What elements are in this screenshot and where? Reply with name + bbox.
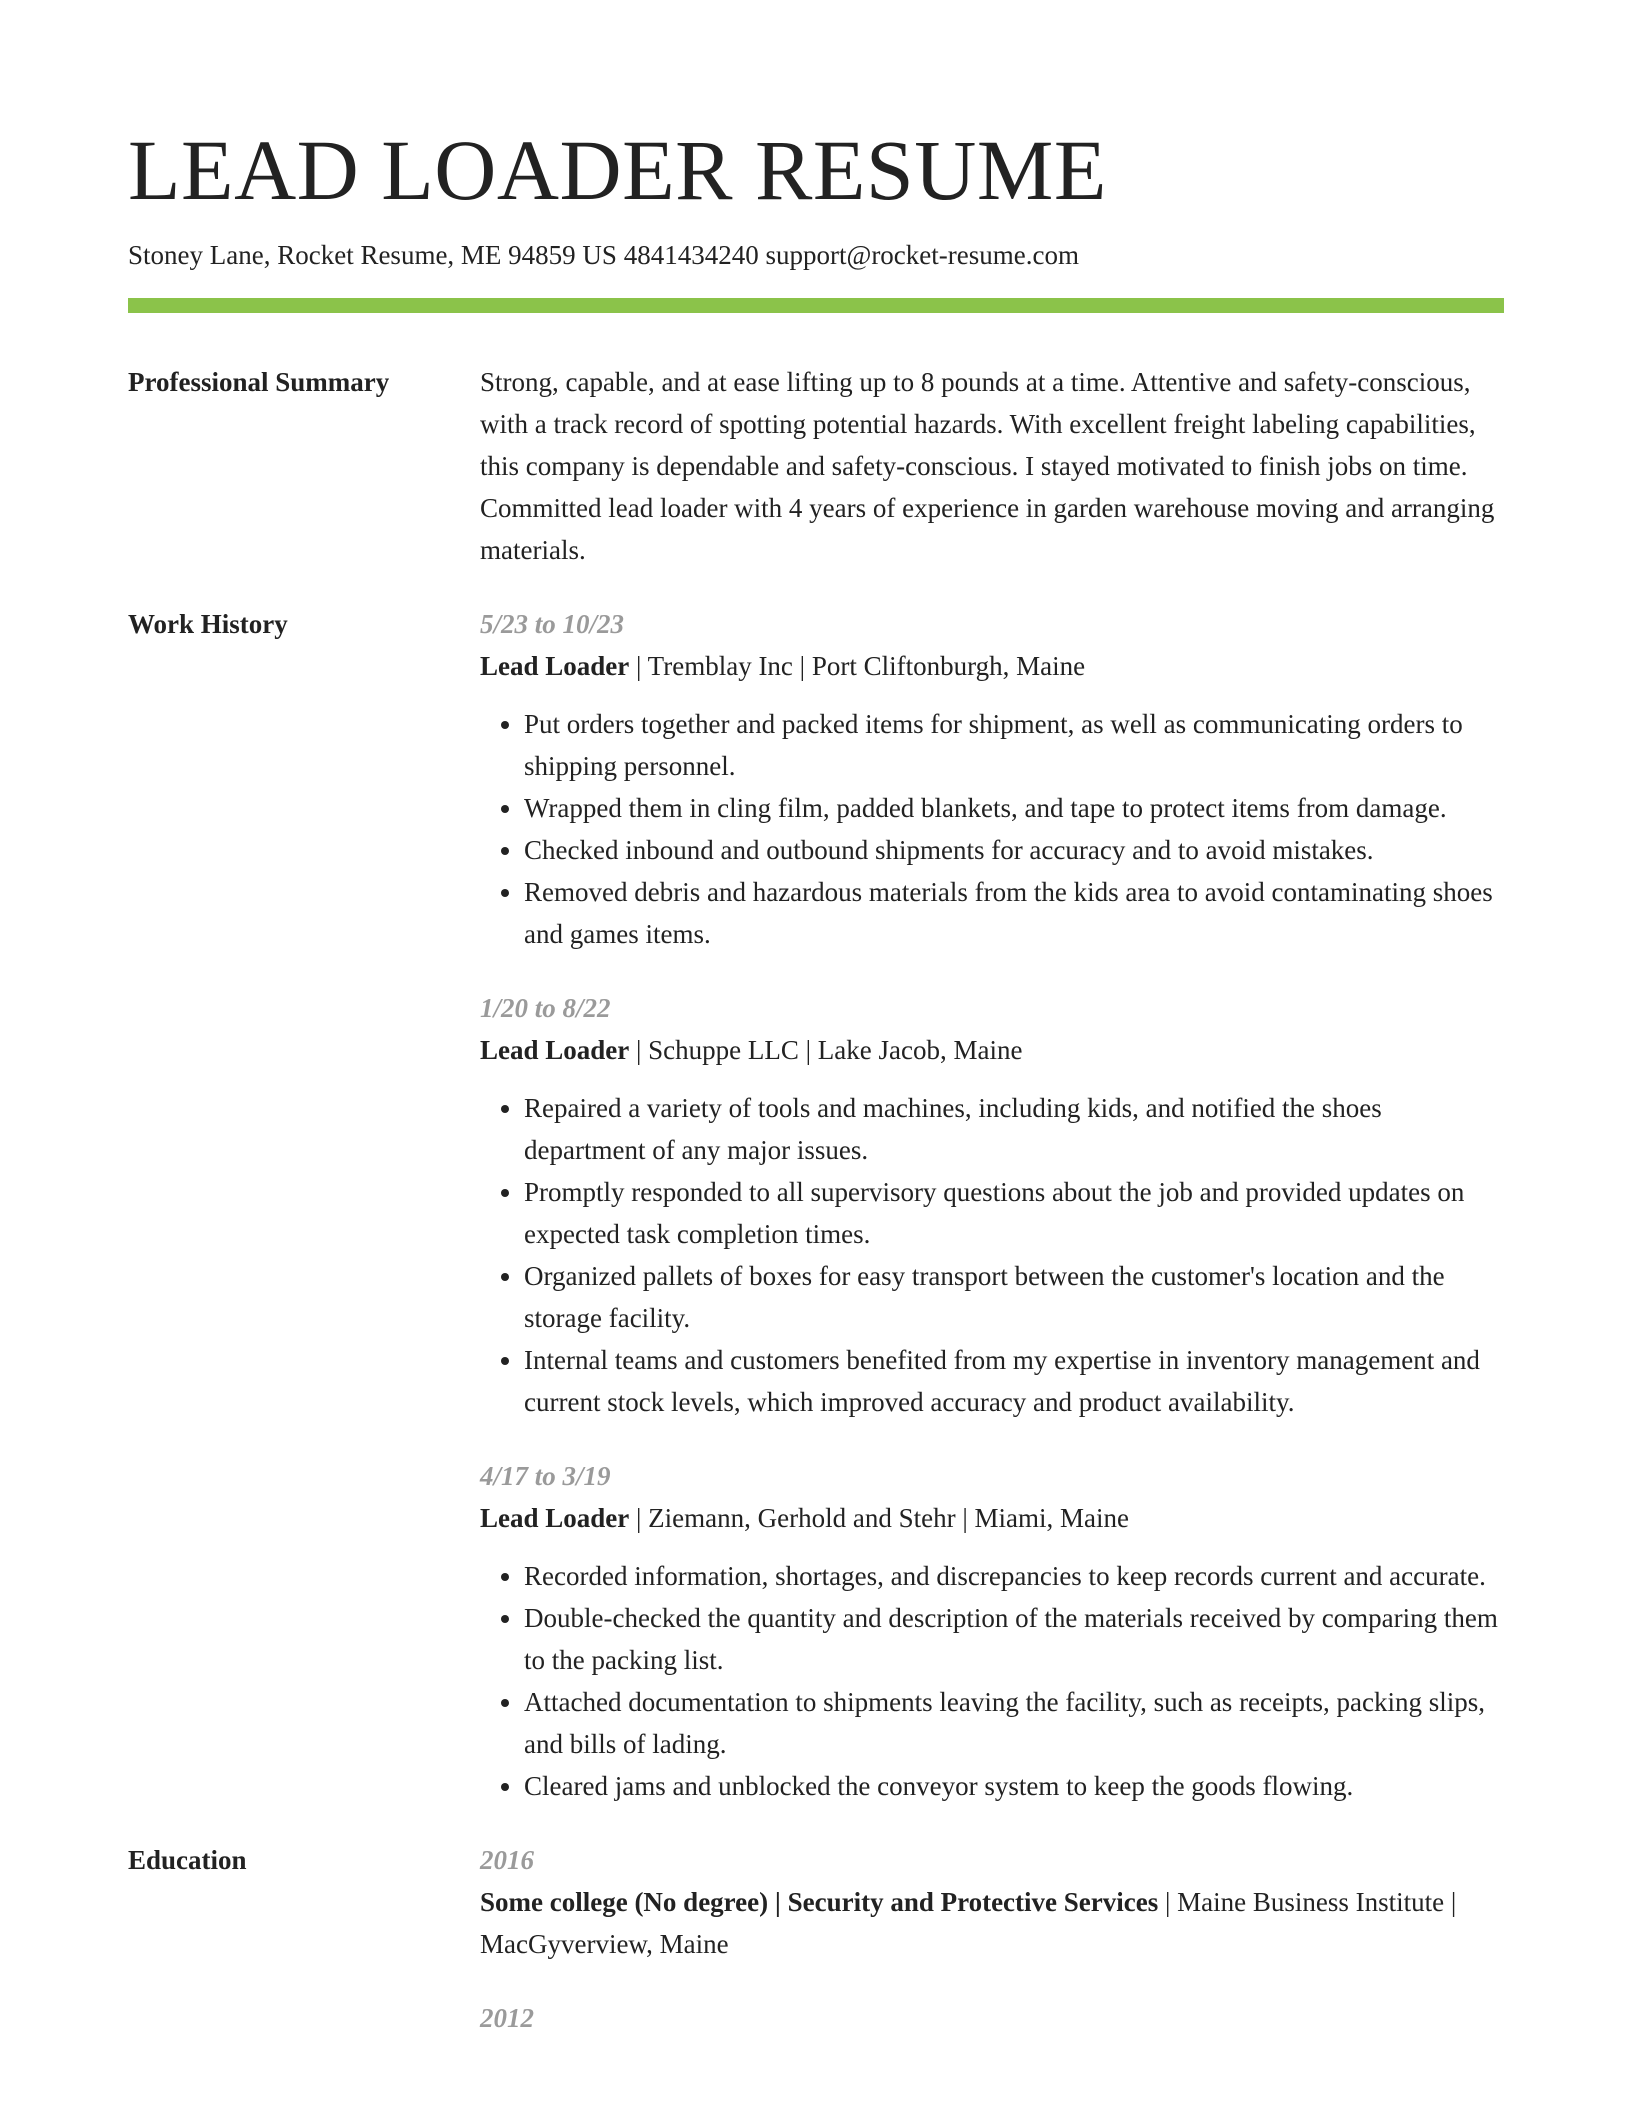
job-bullet: • Cleared jams and unblocked the conveyor system to keep the goods flowing.: [524, 1765, 1504, 1807]
education-line: [480, 1881, 1504, 1965]
job-bullets: [480, 703, 1504, 955]
education-heading: Education: [128, 1845, 247, 1875]
job-title: Lead Loader: [480, 651, 630, 681]
header-divider: [128, 298, 1504, 313]
education-degree: Some college (No degree) | Security and Protective Services: [480, 1887, 1159, 1917]
contact-email: support@rocket-resume.com: [765, 240, 1079, 270]
contact-line: [128, 238, 1504, 272]
job-entry: [480, 603, 1504, 955]
job-bullets: [480, 1555, 1504, 1807]
job-role-line: [480, 1497, 1504, 1539]
summary-section: [128, 361, 1504, 571]
job-bullet: • Recorded information, shortages, and discrepancies to keep records current and accurate.: [524, 1555, 1504, 1597]
job-entry: [480, 987, 1504, 1423]
job-bullet: • Wrapped them in cling film, padded blankets, and tape to protect items from damage.: [524, 787, 1504, 829]
job-details: | Schuppe LLC | Lake Jacob, Maine: [629, 1035, 1023, 1065]
education-entry: [480, 1839, 1504, 1965]
contact-phone: 4841434240: [623, 240, 759, 270]
job-bullet: • Repaired a variety of tools and machines, including kids, and notified the shoes department of any major issues.: [524, 1087, 1504, 1171]
job-bullet: • Organized pallets of boxes for easy transport between the customer's location and the storage facility.: [524, 1255, 1504, 1339]
job-bullet: • Double-checked the quantity and description of the materials received by comparing them to the packing list.: [524, 1597, 1504, 1681]
job-bullet: • Removed debris and hazardous materials from the kids area to avoid contaminating shoes and games items.: [524, 871, 1504, 955]
job-entry: [480, 1455, 1504, 1807]
job-details: | Tremblay Inc | Port Cliftonburgh, Maine: [629, 651, 1086, 681]
work-history-body: [480, 603, 1504, 1807]
job-details: | Ziemann, Gerhold and Stehr | Miami, Maine: [629, 1503, 1129, 1533]
job-bullet: • Attached documentation to shipments leaving the facility, such as receipts, packing slips, and bills of lading.: [524, 1681, 1504, 1765]
job-role-line: [480, 645, 1504, 687]
job-bullet: • Checked inbound and outbound shipments for accuracy and to avoid mistakes.: [524, 829, 1504, 871]
education-body: [480, 1839, 1504, 2071]
summary-text: Strong, capable, and at ease lifting up to 8 pounds at a time. Attentive and safety-conscious, with a track record of spotting potential hazards. With excellent freight labeling capabilities, this company is dependable and safety-conscious. I stayed motivated to finish jobs on time. Committed lead loader with 4 years of experience in garden warehouse moving and arranging materials.: [480, 367, 1495, 565]
job-role-line: [480, 1029, 1504, 1071]
job-title: Lead Loader: [480, 1503, 630, 1533]
education-date: 2012: [480, 2003, 534, 2033]
job-bullet: • Promptly responded to all supervisory questions about the job and provided updates on expected task completion times.: [524, 1171, 1504, 1255]
work-history-heading: Work History: [128, 609, 288, 639]
job-dates: 5/23 to 10/23: [480, 609, 625, 639]
education-entry: [480, 1997, 1504, 2039]
summary-body: [480, 361, 1504, 571]
job-title: Lead Loader: [480, 1035, 630, 1065]
job-bullet: • Put orders together and packed items for shipment, as well as communicating orders to shipping personnel.: [524, 703, 1504, 787]
job-dates: 4/17 to 3/19: [480, 1461, 611, 1491]
contact-address: Stoney Lane, Rocket Resume, ME 94859 US: [128, 240, 617, 270]
education-date: 2016: [480, 1845, 534, 1875]
job-bullets: [480, 1087, 1504, 1423]
work-history-section: [128, 603, 1504, 1807]
summary-heading: Professional Summary: [128, 367, 390, 397]
job-bullet: • Internal teams and customers benefited from my expertise in inventory management and current stock levels, which improved accuracy and product availability.: [524, 1339, 1504, 1423]
resume-title: LEAD LOADER RESUME: [128, 122, 1107, 218]
education-details: | Maine Business Institute | MacGyverview, Maine: [480, 1887, 1457, 1959]
education-section: [128, 1839, 1504, 2071]
resume-page: [128, 0, 1504, 2071]
job-dates: 1/20 to 8/22: [480, 993, 611, 1023]
